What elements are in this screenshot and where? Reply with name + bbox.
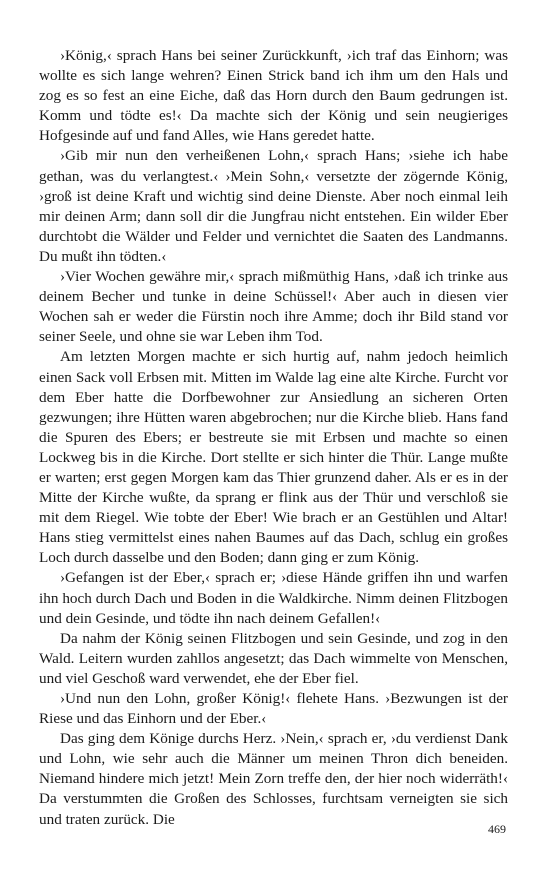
page-body (39, 46, 508, 830)
paragraph-5: ›Gefangen ist der Eber,‹ sprach er; ›diese Hände griffen ihn und warfen ihn hoch durch Dach und Boden in die Waldkirche. Nimm deinen Flitzbogen und dein Gesinde, und tödte ihn nach deinem Gefallen!‹ (39, 569, 508, 627)
paragraph-7: ›Und nun den Lohn, großer König!‹ flehete Hans. ›Bezwungen ist der Riese und das Einhorn und der Eber.‹ (39, 690, 508, 728)
paragraph-2: ›Gib mir nun den verheißenen Lohn,‹ sprach Hans; ›siehe ich habe gethan, was du verlangtest.‹ ›Mein Sohn,‹ versetzte der zögernde König, ›groß ist deine Kraft und wichtig sind deine Dienste. Aber noch einmal leih mir deinen Arm; dann soll dir die Jungfrau nicht entstehen. Ein wilder Eber durchtobt die Wälder und Felder und vernichtet die Saaten des Landmanns. Du mußt ihn tödten.‹ (39, 147, 508, 265)
paragraph-4: Am letzten Morgen machte er sich hurtig auf, nahm jedoch heimlich einen Sack voll Erbsen mit. Mitten im Walde lag eine alte Kirche. Furcht vor dem Eber hatte die Dorfbewohner zur Ansiedlung an sicheren Orten gezwungen; ihre Hütten waren abgebrochen; nur die Kirche blieb. Hans fand die Spuren des Ebers; er bestreute sie mit Erbsen und machte so einen Lockweg bis in die Kirche. Dort stellte er sich hinter die Thür. Lange mußte er warten; erst gegen Morgen kam das Thier grunzend daher. Als er es in der Mitte der Kirche wußte, da sprang er flink aus der Thür und verschloß sie mit dem Riegel. Wie tobte der Eber! Wie brach er an Gestühlen und Altar! Hans stieg vermittelst eines nahen Baumes auf das Dach, schlug ein großes Loch durch dasselbe und den Boden; dann ging er zum König. (39, 348, 508, 567)
paragraph-3: ›Vier Wochen gewähre mir,‹ sprach mißmüthig Hans, ›daß ich trinke aus deinem Becher und tunke in deine Schüssel!‹ Aber auch in diesen vier Wochen sah er weder die Fürstin noch ihre Amme; doch ihr Bild stand vor seiner Seele, und ohne sie war Leben ihm Tod. (39, 268, 508, 346)
paragraph-8: Das ging dem Könige durchs Herz. ›Nein,‹ sprach er, ›du verdienst Dank und Lohn, wie sehr auch die Männer um meinen Thron dich beneiden. Niemand hindere mich jetzt! Mein Zorn treffe den, der hier noch widerräth!‹ Da verstummten die Großen des Schlosses, furchtsam verneigten sie sich und traten zurück. Die (39, 730, 508, 828)
page-number: 469 (488, 822, 506, 836)
paragraph-1: ›König,‹ sprach Hans bei seiner Zurückkunft, ›ich traf das Einhorn; was wollte es sich lange wehren? Einen Strick band ich ihm um den Hals und zog es so fest an eine Eiche, daß das Horn durch den Baum gedrungen ist. Komm und tödte es!‹ Da machte sich der König und sein neugieriges Hofgesinde auf und fand Alles, wie Hans geredet hatte. (39, 47, 508, 145)
paragraph-6: Da nahm der König seinen Flitzbogen und sein Gesinde, und zog in den Wald. Leitern wurden zahllos angesetzt; das Dach wimmelte von Menschen, und viel Geschoß ward verwendet, ehe der Eber fiel. (39, 629, 508, 687)
